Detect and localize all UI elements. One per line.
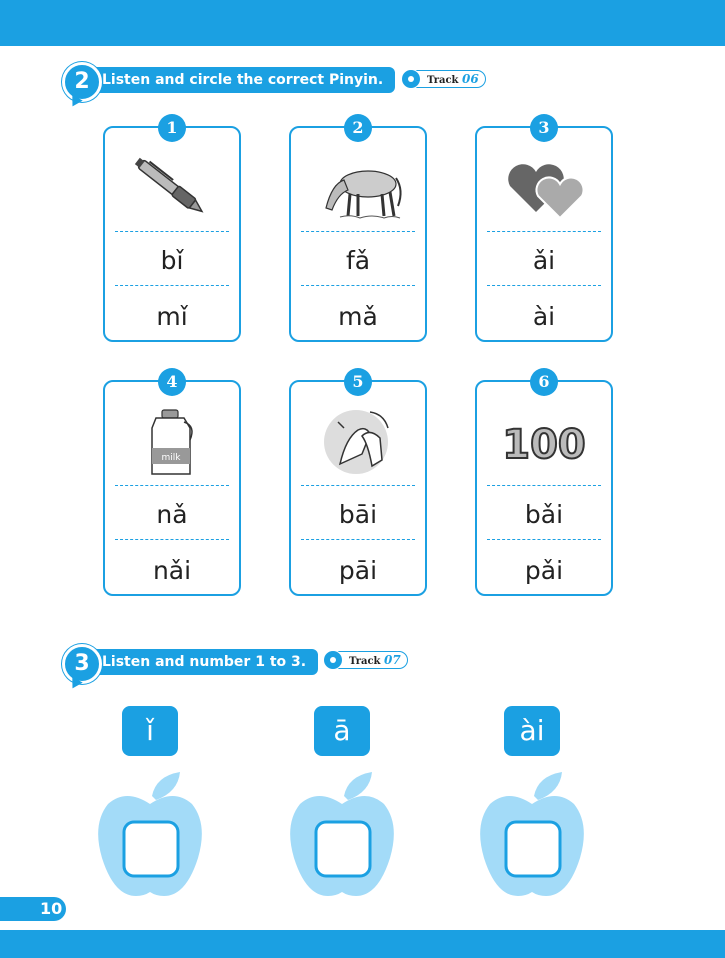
- dashed-divider: [115, 231, 229, 232]
- pinyin-option[interactable]: nǎ: [156, 500, 188, 529]
- dashed-divider: [487, 231, 601, 232]
- tone-tile-3: ài: [504, 706, 560, 756]
- card-number: 4: [158, 368, 186, 396]
- pinyin-card-4: [103, 372, 241, 596]
- pinyin-option[interactable]: nǎi: [152, 556, 192, 585]
- section-number: 3: [62, 644, 102, 684]
- dashed-divider: [115, 485, 229, 486]
- pinyin-option[interactable]: ài: [532, 302, 556, 331]
- section-2-heading: [62, 62, 392, 94]
- track-label: Track: [349, 656, 381, 667]
- pinyin-card-5: [289, 372, 427, 596]
- pinyin-card-6: [475, 372, 613, 596]
- pinyin-option[interactable]: bǐ: [160, 246, 184, 275]
- dashed-divider: [301, 285, 415, 286]
- card-number: 5: [344, 368, 372, 396]
- pinyin-option[interactable]: pǎi: [524, 556, 564, 585]
- tone-tile-1: ǐ: [122, 706, 178, 756]
- pinyin-option[interactable]: bāi: [338, 500, 378, 529]
- apple-answer-box-2[interactable]: [288, 770, 396, 900]
- dashed-divider: [301, 231, 415, 232]
- pinyin-card-1: [103, 118, 241, 342]
- horse-icon: [310, 154, 406, 222]
- hearts-icon: [496, 154, 592, 222]
- hundred-icon: [496, 408, 592, 476]
- dashed-divider: [487, 539, 601, 540]
- track-label: Track: [427, 75, 459, 86]
- section-number: 2: [62, 62, 102, 102]
- header-bar: [0, 0, 725, 46]
- pinyin-card-2: [289, 118, 427, 342]
- pinyin-option[interactable]: pāi: [338, 556, 378, 585]
- clapping-hands-icon: [310, 408, 406, 476]
- tone-tile-2: ā: [314, 706, 370, 756]
- track-number: 06: [461, 72, 479, 86]
- pinyin-option[interactable]: ǎi: [532, 246, 556, 275]
- section-3-heading: [62, 644, 322, 676]
- apple-answer-box-1[interactable]: [96, 770, 204, 900]
- milk-jug-icon: [124, 408, 220, 476]
- dashed-divider: [301, 485, 415, 486]
- card-number: 2: [344, 114, 372, 142]
- milk-label: milk: [161, 453, 181, 463]
- hundred-label: 100: [502, 422, 586, 468]
- cd-icon: [323, 650, 343, 670]
- dashed-divider: [487, 485, 601, 486]
- pinyin-option[interactable]: mǐ: [156, 302, 188, 331]
- dashed-divider: [487, 285, 601, 286]
- pinyin-option[interactable]: bǎi: [524, 500, 564, 529]
- card-number: 6: [530, 368, 558, 396]
- page-number: 10: [0, 897, 66, 921]
- section-title: Listen and number 1 to 3.: [88, 649, 318, 675]
- dashed-divider: [301, 539, 415, 540]
- pinyin-option[interactable]: fǎ: [345, 246, 371, 275]
- card-number: 3: [530, 114, 558, 142]
- audio-track-badge[interactable]: [324, 651, 408, 669]
- cd-icon: [401, 69, 421, 89]
- audio-track-badge[interactable]: [402, 70, 486, 88]
- pinyin-option[interactable]: mǎ: [338, 302, 378, 331]
- pen-icon: [124, 154, 220, 222]
- track-number: 07: [383, 653, 401, 667]
- dashed-divider: [115, 285, 229, 286]
- section-title: Listen and circle the correct Pinyin.: [88, 67, 395, 93]
- apple-answer-box-3[interactable]: [478, 770, 586, 900]
- footer-bar: [0, 930, 725, 958]
- dashed-divider: [115, 539, 229, 540]
- card-number: 1: [158, 114, 186, 142]
- pinyin-card-3: [475, 118, 613, 342]
